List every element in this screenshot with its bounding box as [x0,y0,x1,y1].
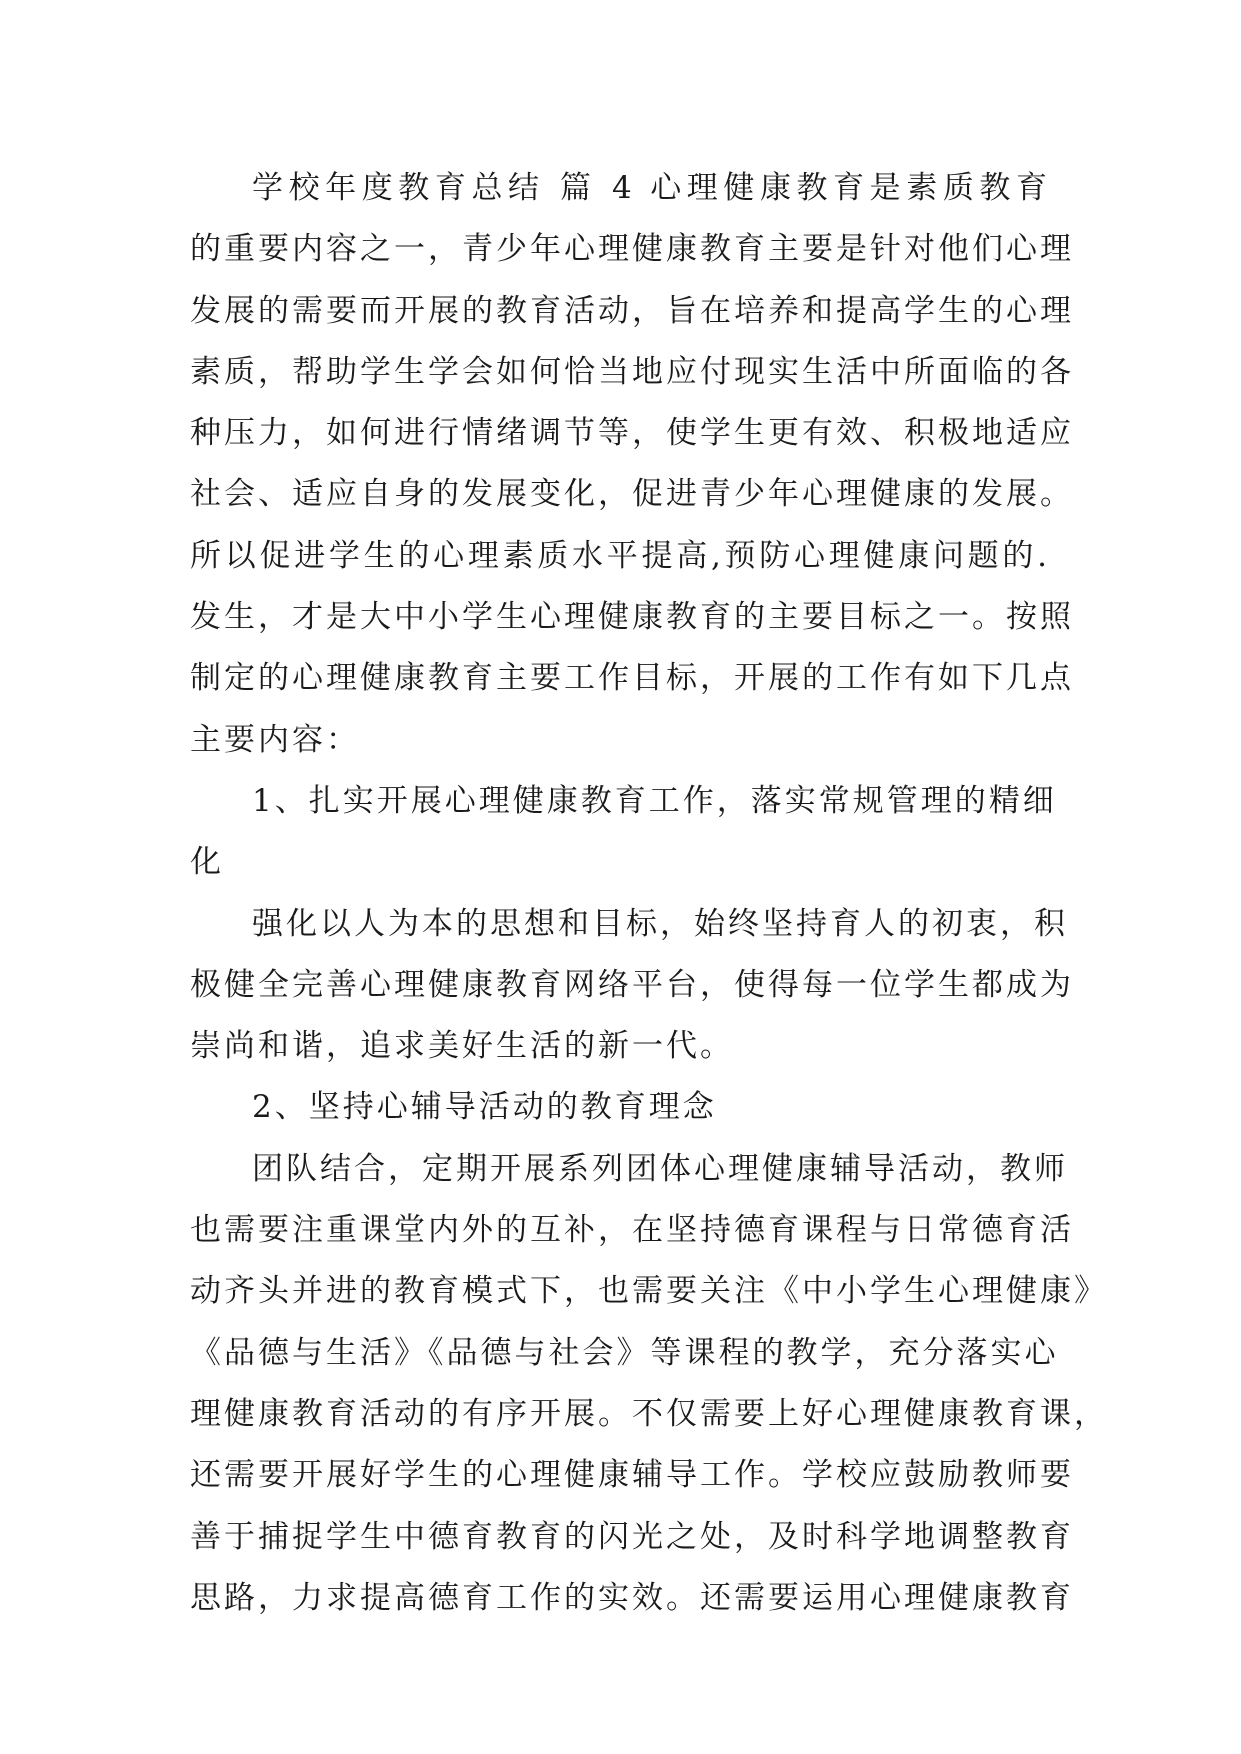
text-line: 化 [190,844,224,881]
text-line: 种压力，如何进行情绪调节等，使学生更有效、积极地适应 [190,415,1074,452]
paragraph-body-1 [190,894,1074,1078]
text-line: 制定的心理健康教育主要工作目标，开展的工作有如下几点 [190,660,1074,697]
text-line: 善于捕捉学生中德育教育的闪光之处，及时科学地调整教育 [190,1518,1074,1555]
section-heading-2 [190,1077,1050,1138]
text-line: 2、坚持心辅导活动的教育理念 [252,1089,717,1126]
text-line: 动齐头并进的教育模式下，也需要关注《中小学生心理健康》 [190,1273,1108,1310]
text-line: 也需要注重课堂内外的互补，在坚持德育课程与日常德育活 [190,1212,1074,1249]
text-line: 团队结合，定期开展系列团体心理健康辅导活动，教师 [252,1150,1068,1187]
text-line: 主要内容： [190,721,360,758]
text-line: 的重要内容之一，青少年心理健康教育主要是针对他们心理 [190,231,1074,268]
text-line: 强化以人为本的思想和目标，始终坚持育人的初衷，积 [252,905,1068,942]
text-line: 发生，才是大中小学生心理健康教育的主要目标之一。按照 [190,599,1074,636]
document-body [190,158,1108,1629]
text-line: 素质，帮助学生学会如何恰当地应付现实生活中所面临的各 [190,353,1074,390]
text-line: 社会、适应自身的发展变化，促进青少年心理健康的发展。 [190,476,1074,513]
paragraph-body-2 [190,1139,1108,1629]
text-line: 崇尚和谐，追求美好生活的新一代。 [190,1028,734,1065]
text-line: 所以促进学生的心理素质水平提高,预防心理健康问题的. [190,537,1050,574]
paragraph-intro [190,158,1074,771]
text-line: 《品德与生活》《品德与社会》等课程的教学，充分落实心 [190,1334,1059,1371]
text-line: 理健康教育活动的有序开展。不仅需要上好心理健康教育课， [190,1395,1108,1432]
text-line: 学校年度教育总结 篇 4 心理健康教育是素质教育 [252,170,1050,206]
section-heading-1 [190,771,1057,894]
text-line: 极健全完善心理健康教育网络平台，使得每一位学生都成为 [190,966,1074,1003]
text-line: 还需要开展好学生的心理健康辅导工作。学校应鼓励教师要 [190,1457,1074,1494]
text-line: 思路，力求提高德育工作的实效。还需要运用心理健康教育 [190,1579,1074,1616]
text-line: 发展的需要而开展的教育活动，旨在培养和提高学生的心理 [190,292,1074,329]
text-line: 1、扎实开展心理健康教育工作，落实常规管理的精细 [252,782,1057,819]
